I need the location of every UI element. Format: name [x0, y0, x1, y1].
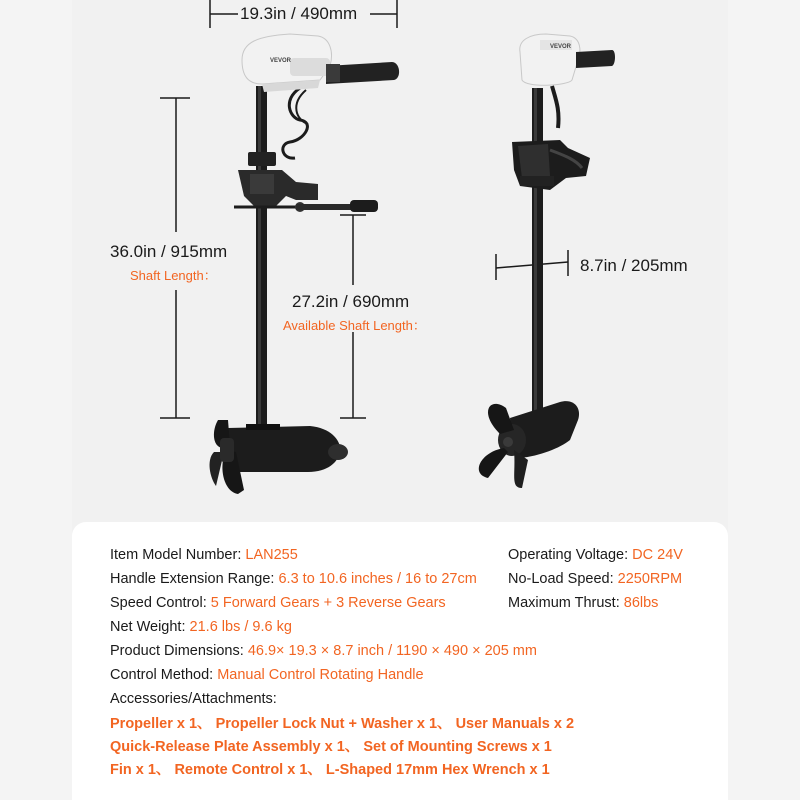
spec-label: No-Load Speed:	[508, 571, 614, 587]
spec-label: Item Model Number:	[110, 547, 242, 563]
spec-product-dimensions	[110, 642, 537, 660]
spec-net-weight	[110, 618, 292, 636]
spec-label: Operating Voltage:	[508, 547, 629, 563]
spec-value: Manual Control Rotating Handle	[217, 667, 424, 683]
spec-maximum-thrust	[508, 594, 658, 612]
spec-label: Net Weight:	[110, 619, 186, 635]
spec-operating-voltage	[508, 546, 683, 564]
spec-value: DC 24V	[632, 547, 683, 563]
shaft-length-label: 36.0in / 915mm	[110, 242, 228, 261]
spec-label: Maximum Thrust:	[508, 595, 620, 611]
depth-dimension-label: 8.7in / 205mm	[580, 256, 688, 275]
width-dimension-label: 19.3in / 490mm	[240, 4, 358, 23]
spec-label: Control Method:	[110, 667, 214, 683]
spec-value: 46.9× 19.3 × 8.7 inch / 1190 × 490 × 205 mm	[247, 643, 537, 659]
spec-item-model	[110, 546, 298, 564]
spec-label: Product Dimensions:	[110, 643, 244, 659]
shaft-length-sublabel: Shaft Length：	[130, 268, 217, 283]
left-motor	[210, 34, 400, 494]
available-shaft-sublabel: Available Shaft Length：	[283, 318, 426, 333]
spec-speed-control	[110, 594, 446, 612]
spec-control-method	[110, 666, 424, 684]
spec-value: 5 Forward Gears + 3 Reverse Gears	[210, 595, 446, 611]
available-shaft-label: 27.2in / 690mm	[292, 292, 410, 311]
accessories-line: Propeller x 1、 Propeller Lock Nut + Washer x 1、 User Manuals x 2	[110, 716, 575, 732]
logo-left: VEVOR	[270, 58, 292, 64]
spec-value: 21.6 lbs / 9.6 kg	[189, 619, 292, 635]
spec-label: Handle Extension Range:	[110, 571, 275, 587]
accessories-heading: Accessories/Attachments:	[110, 691, 277, 707]
spec-label: Speed Control:	[110, 595, 207, 611]
spec-value: 6.3 to 10.6 inches / 16 to 27cm	[278, 571, 477, 587]
spec-no-load-speed	[508, 570, 682, 588]
logo-right: VEVOR	[550, 44, 572, 50]
spec-value: LAN255	[245, 547, 298, 563]
spec-handle-extension	[110, 570, 477, 588]
accessories-line: Fin x 1、 Remote Control x 1、 L-Shaped 17mm Hex Wrench x 1	[110, 762, 550, 778]
spec-value: 86lbs	[623, 595, 659, 611]
spec-value: 2250RPM	[617, 571, 683, 587]
accessories-line: Quick-Release Plate Assembly x 1、 Set of Mounting Screws x 1	[110, 739, 552, 755]
